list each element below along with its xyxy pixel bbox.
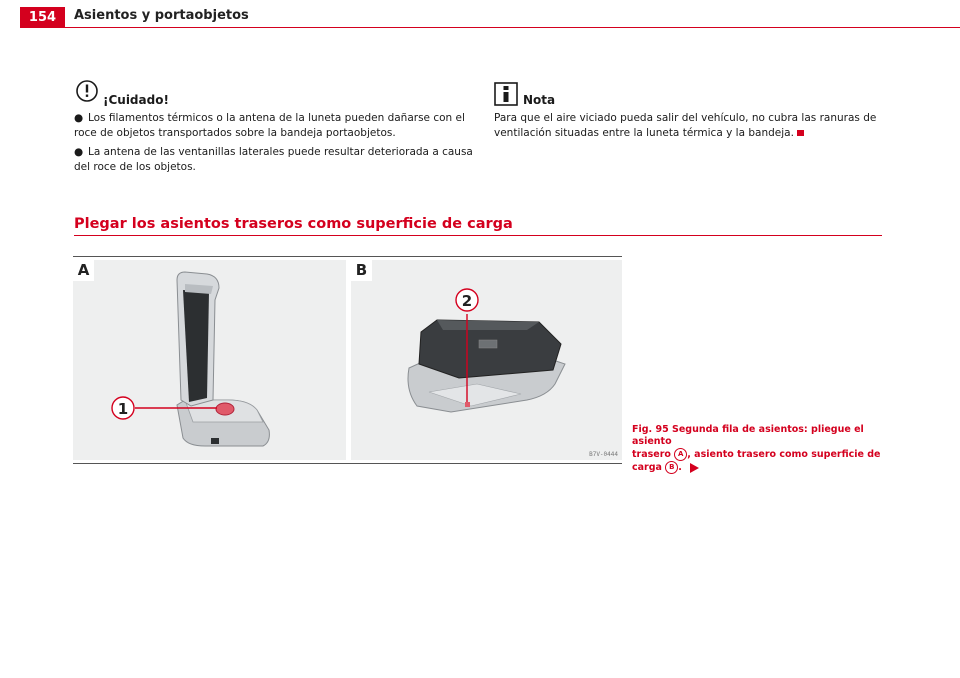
folded-seat-illustration	[73, 260, 346, 460]
chapter-title: Asientos y portaobjetos	[74, 8, 249, 23]
bullet-icon: ●	[74, 146, 84, 158]
warning-icon	[76, 80, 98, 102]
ref-b-badge: B	[665, 461, 678, 474]
figure-caption: Fig. 95 Segunda fila de asientos: pliegue el asiento trasero A , asiento trasero como superficie de carga B .	[632, 424, 881, 473]
figure-panel-b	[351, 260, 622, 460]
panel-b-label: B	[351, 260, 372, 281]
caution-title: ¡Cuidado!	[103, 93, 169, 107]
figure-code: B7V-0444	[589, 451, 618, 458]
panel-a-label: A	[73, 260, 94, 281]
page-header	[0, 0, 960, 28]
info-icon	[494, 82, 518, 106]
end-marker-icon	[797, 130, 804, 136]
section-rule	[74, 235, 882, 236]
note-text: Para que el aire viciado pueda salir del vehículo, no cubra las ranuras de ventilación situadas entre la luneta térmica y la bandeja.	[494, 112, 877, 139]
continue-arrow-icon	[689, 463, 699, 473]
caution-item-1: ● Los filamentos térmicos o la antena de la luneta pueden dañarse con el roce de objetos transportados sobre la bandeja portaobjetos.	[74, 112, 465, 139]
section-heading: Plegar los asientos traseros como superficie de carga	[74, 216, 513, 232]
callout-1: 1	[117, 400, 129, 418]
page-number: 154	[20, 7, 65, 28]
ref-a-badge: A	[674, 448, 687, 461]
figure-panel-a	[73, 260, 346, 460]
figure-95	[73, 256, 622, 464]
header-rule	[20, 27, 960, 28]
bullet-icon: ●	[74, 112, 84, 124]
caution-item-2: ● La antena de las ventanillas laterales puede resultar deteriorada a causa del roce de los objetos.	[74, 146, 473, 173]
callout-2: 2	[461, 292, 473, 310]
cargo-surface-illustration	[351, 260, 622, 460]
note-title: Nota	[523, 93, 556, 107]
